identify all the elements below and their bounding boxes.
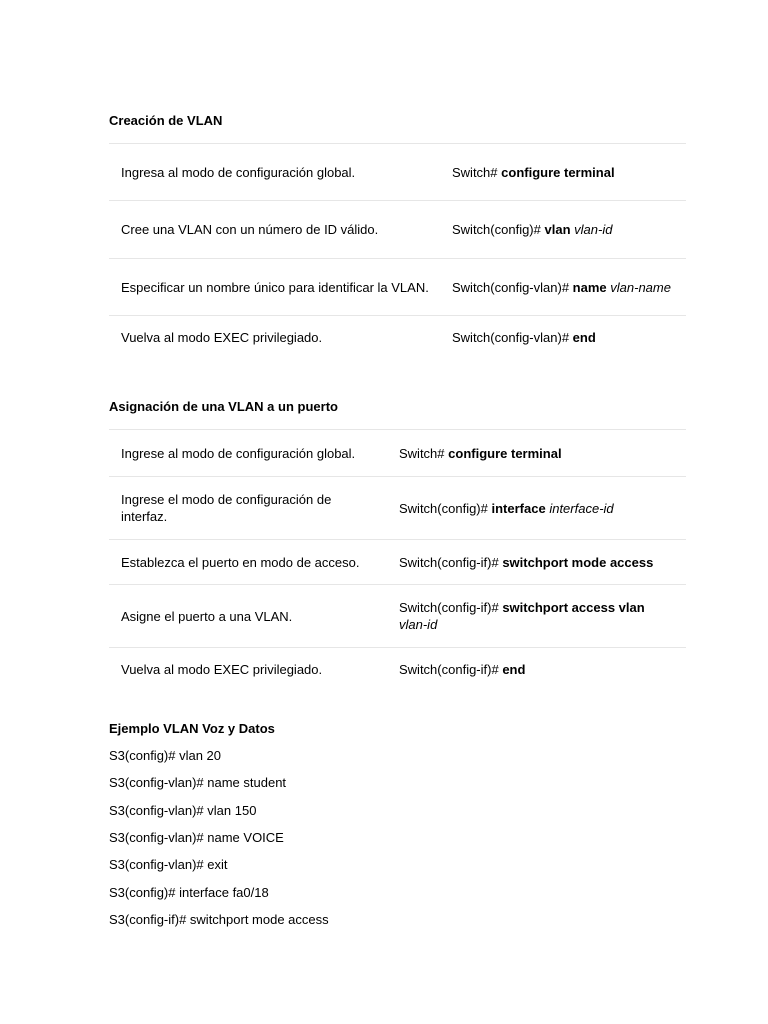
command-keyword: interface: [491, 500, 546, 516]
command-prompt: Switch(config)#: [452, 222, 541, 237]
step-description: Asigne el puerto a una VLAN.: [121, 608, 293, 624]
command-prompt: Switch(config-vlan)#: [452, 279, 570, 295]
step-description: Ingresa al modo de configuración global.: [121, 164, 356, 180]
config-line: S3(config)# interface fa0/18: [109, 885, 269, 900]
command-prompt: Switch#: [452, 164, 498, 180]
step-description: Especificar un nombre único para identificar la VLAN.: [121, 279, 429, 295]
step-description: Ingrese el modo de configuración de interfaz.: [121, 492, 332, 524]
section-title-vlan-port: Asignación de una VLAN a un puerto: [109, 399, 338, 414]
command-cell: [399, 648, 679, 691]
command-cell: [452, 201, 682, 258]
command-cell: [399, 430, 679, 476]
command-prompt: Switch(config-if)#: [399, 600, 499, 615]
config-line: S3(config-vlan)# name student: [109, 775, 287, 790]
command-keyword: configure terminal: [448, 445, 562, 461]
command-prompt: Switch(config-vlan)#: [452, 330, 570, 345]
command-keyword: configure terminal: [501, 164, 615, 180]
command-keyword: end: [502, 662, 526, 677]
command-keyword: switchport access vlan: [502, 600, 645, 615]
config-line: S3(config-vlan)# vlan 150: [109, 803, 257, 818]
step-description: Establezca el puerto en modo de acceso.: [121, 554, 360, 570]
table-row: [109, 539, 686, 584]
command-argument: vlan-id: [399, 617, 438, 632]
command-argument: vlan-id: [574, 222, 613, 237]
table-row: [109, 584, 686, 647]
step-description: Ingrese al modo de configuración global.: [121, 445, 356, 461]
command-prompt: Switch(config-if)#: [399, 662, 499, 677]
config-line: S3(config-if)# switchport mode access: [109, 912, 329, 927]
table-row: [109, 476, 686, 539]
config-line: S3(config-vlan)# name VOICE: [109, 830, 284, 845]
command-cell: [399, 585, 669, 647]
command-cell: [399, 540, 679, 584]
command-prompt: Switch(config-if)#: [399, 554, 499, 570]
command-keyword: end: [572, 330, 596, 345]
table-row: [109, 143, 686, 200]
command-prompt: Switch(config)#: [399, 500, 488, 516]
vlan-port-table: [109, 429, 686, 691]
command-cell: [399, 477, 679, 539]
command-keyword: switchport mode access: [502, 554, 654, 570]
command-cell: [452, 144, 682, 200]
command-argument: interface-id: [549, 500, 614, 516]
command-argument: vlan-name: [610, 279, 671, 295]
command-cell: [452, 259, 686, 315]
section-title-voice-data-example: Ejemplo VLAN Voz y Datos: [109, 721, 275, 736]
vlan-creation-table: [109, 143, 686, 359]
config-line: S3(config-vlan)# exit: [109, 857, 228, 872]
step-description: Vuelva al modo EXEC privilegiado.: [121, 330, 323, 345]
step-description: Cree una VLAN con un número de ID válido.: [121, 222, 379, 237]
table-row: [109, 647, 686, 691]
table-row: [109, 258, 686, 315]
table-row: [109, 429, 686, 476]
table-row: [109, 315, 686, 359]
command-keyword: vlan: [544, 222, 571, 237]
command-prompt: Switch#: [399, 445, 445, 461]
command-cell: [452, 316, 682, 359]
table-row: [109, 200, 686, 258]
config-line: S3(config)# vlan 20: [109, 748, 222, 763]
step-description: Vuelva al modo EXEC privilegiado.: [121, 662, 323, 677]
command-keyword: name: [572, 279, 607, 295]
section-title-vlan-creation: Creación de VLAN: [109, 113, 223, 128]
